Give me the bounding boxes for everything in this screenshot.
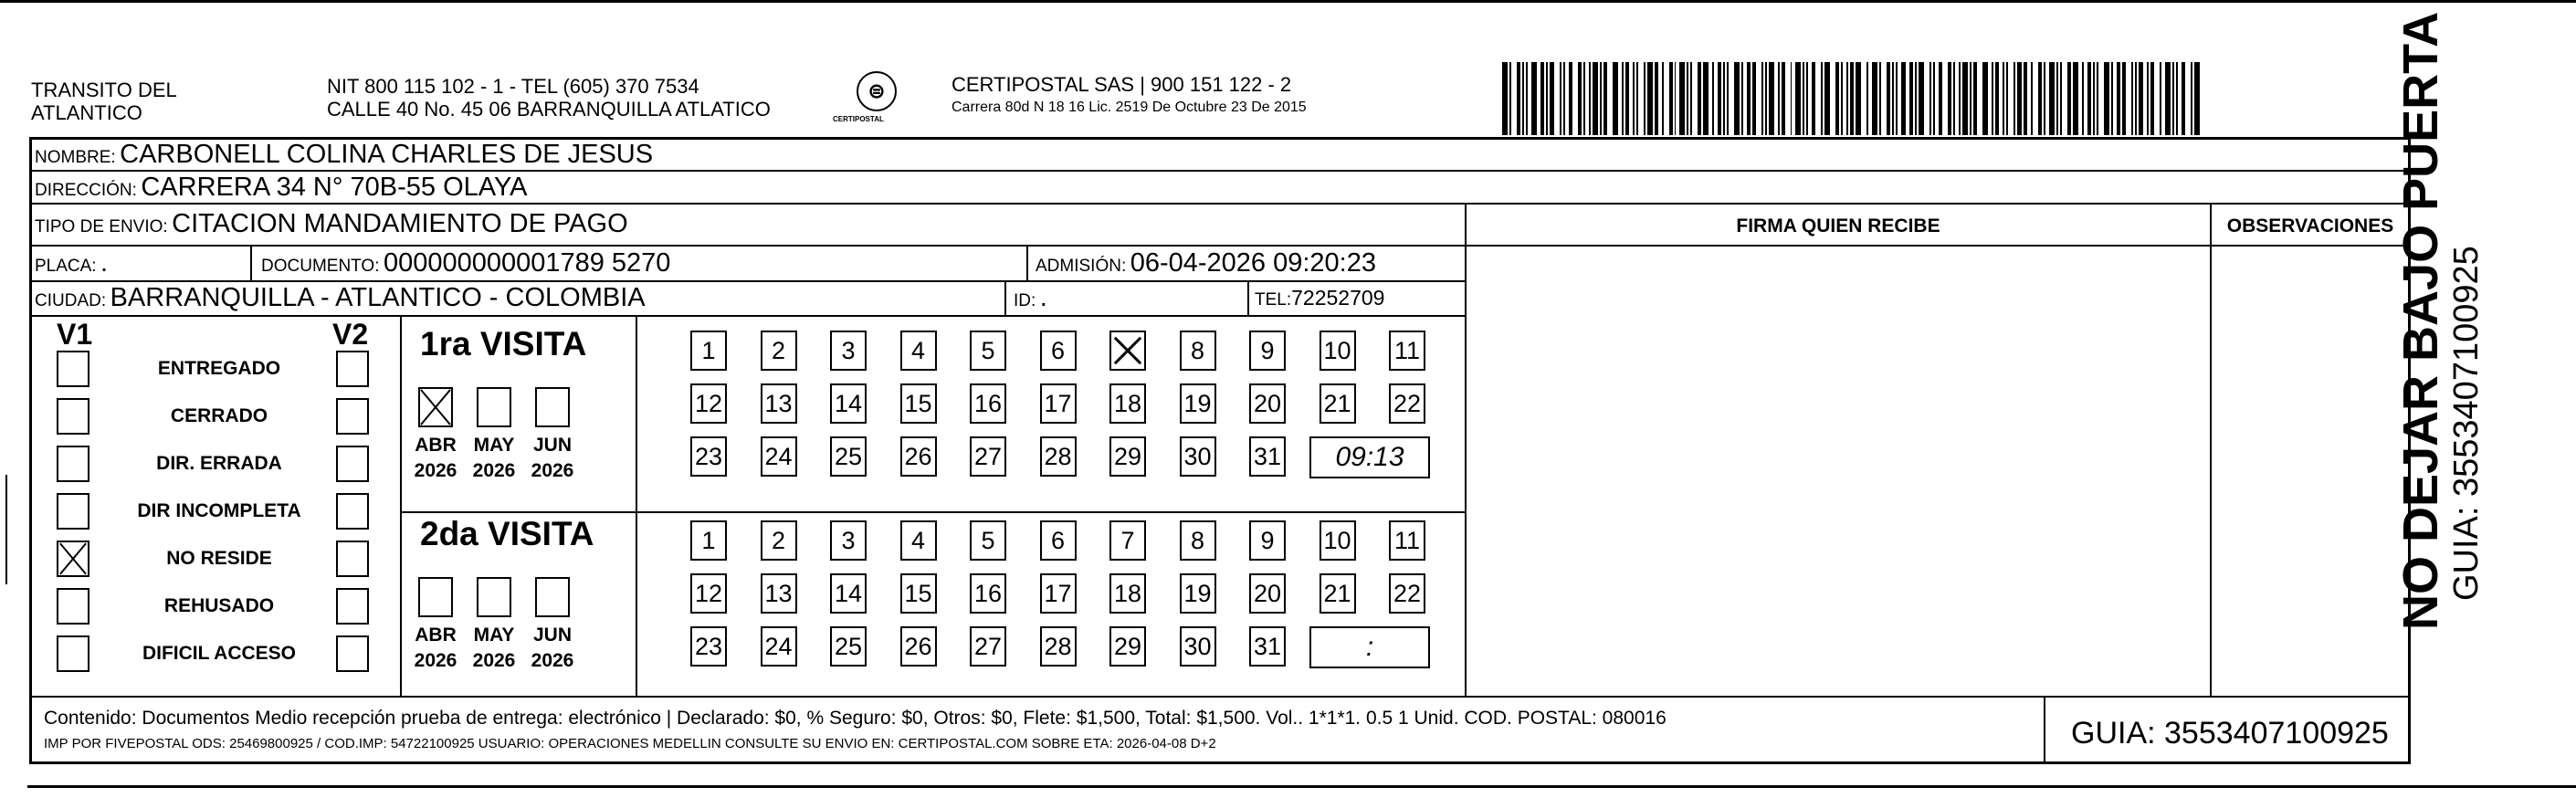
rule bbox=[400, 511, 1467, 513]
documento-field bbox=[261, 247, 670, 283]
sender-entity-line2: ATLANTICO bbox=[31, 101, 142, 124]
day-box[interactable]: 23 bbox=[690, 626, 727, 667]
side-guia: GUIA: 3553407100925 bbox=[2447, 246, 2486, 601]
barcode-bar bbox=[1795, 62, 1801, 135]
barcode-bar bbox=[1803, 62, 1804, 135]
barcode-bar bbox=[2097, 62, 2098, 135]
v1-checkbox[interactable] bbox=[57, 541, 89, 577]
barcode-bar bbox=[1791, 62, 1793, 135]
barcode-bar bbox=[1690, 62, 1692, 135]
tel-value: 72252709 bbox=[1291, 286, 1385, 310]
day-box[interactable]: 20 bbox=[1249, 573, 1286, 614]
day-box[interactable]: 4 bbox=[900, 520, 937, 561]
day-box[interactable]: 31 bbox=[1249, 626, 1286, 667]
barcode-bar bbox=[2135, 62, 2137, 135]
month-year: 2026 bbox=[414, 650, 457, 671]
day-box[interactable]: 17 bbox=[1040, 573, 1077, 614]
side-warning: NO DEJAR BAJO PUERTA bbox=[2393, 11, 2448, 630]
barcode-bar bbox=[2191, 62, 2192, 135]
logo-caption: CERTIPOSTAL bbox=[833, 115, 884, 123]
admision-value: 06-04-2026 09:20:23 bbox=[1130, 248, 1376, 278]
month-name: JUN bbox=[532, 625, 572, 646]
day-box[interactable]: 23 bbox=[690, 436, 727, 477]
month-year: 2026 bbox=[531, 460, 574, 481]
top-rule bbox=[0, 0, 2576, 3]
barcode-bar bbox=[2087, 62, 2091, 135]
nombre-value: CARBONELL COLINA CHARLES DE JESUS bbox=[120, 140, 654, 169]
day-box[interactable]: 8 bbox=[1180, 520, 1216, 561]
rule bbox=[250, 245, 252, 280]
barcode-bar bbox=[1560, 62, 1561, 135]
day-box[interactable]: 21 bbox=[1320, 573, 1356, 614]
day-box[interactable]: 19 bbox=[1180, 383, 1216, 424]
firma-header: FIRMA QUIEN RECIBE bbox=[1736, 215, 1940, 236]
placa-field bbox=[35, 247, 108, 283]
day-box[interactable]: 26 bbox=[900, 436, 937, 477]
footer-guia: GUIA: 3553407100925 bbox=[2071, 716, 2389, 751]
barcode-bar bbox=[1734, 62, 1740, 135]
rule bbox=[1004, 280, 1006, 315]
sender-entity-line1: TRANSITO DEL bbox=[31, 79, 177, 101]
rule bbox=[29, 696, 2411, 698]
day-box[interactable]: 5 bbox=[970, 520, 1006, 561]
month-checkbox[interactable] bbox=[535, 577, 570, 617]
barcode-bar bbox=[1824, 62, 1830, 135]
v1-checkbox[interactable] bbox=[57, 446, 89, 482]
barcode-bar bbox=[2147, 62, 2149, 135]
barcode-bar bbox=[1613, 62, 1618, 135]
barcode-bar bbox=[1589, 62, 1591, 135]
barcode-bar bbox=[1835, 62, 1839, 135]
month-name: ABR bbox=[415, 625, 457, 646]
id-field bbox=[1014, 282, 1047, 318]
day-box[interactable] bbox=[1109, 331, 1146, 371]
barcode-bar bbox=[1509, 62, 1511, 135]
barcode-bar bbox=[2165, 62, 2171, 135]
barcode-bar bbox=[1769, 62, 1774, 135]
barcode-bar bbox=[1703, 62, 1709, 135]
day-box[interactable]: 29 bbox=[1109, 626, 1146, 667]
day-box[interactable]: 9 bbox=[1249, 520, 1286, 561]
id-value: . bbox=[1039, 283, 1047, 312]
barcode-bar bbox=[2117, 62, 2120, 135]
day-box[interactable]: 11 bbox=[1389, 331, 1425, 371]
barcode-bar bbox=[1675, 62, 1677, 135]
barcode-bar bbox=[2044, 62, 2045, 135]
barcode-bar bbox=[1625, 62, 1629, 135]
day-box[interactable]: 25 bbox=[830, 626, 867, 667]
day-box[interactable]: 28 bbox=[1040, 436, 1077, 477]
barcode-bar bbox=[2060, 62, 2062, 135]
v2-checkbox[interactable] bbox=[336, 541, 369, 577]
bottom-rule bbox=[27, 785, 2576, 788]
v2-checkbox[interactable] bbox=[336, 398, 369, 435]
day-box[interactable]: 13 bbox=[761, 383, 797, 424]
left-edge-mark bbox=[5, 475, 7, 584]
v1-checkbox[interactable] bbox=[57, 588, 89, 625]
barcode-bar bbox=[1644, 62, 1645, 135]
month-label bbox=[525, 433, 580, 484]
placa-value: . bbox=[100, 248, 109, 278]
day-box[interactable]: 12 bbox=[690, 573, 727, 614]
barcode-bar bbox=[1569, 62, 1572, 135]
day-box[interactable]: 24 bbox=[761, 626, 797, 667]
v1-checkbox[interactable] bbox=[57, 635, 89, 672]
rule bbox=[2210, 203, 2212, 696]
barcode-bar bbox=[1563, 62, 1565, 135]
v1-checkbox[interactable] bbox=[57, 398, 89, 435]
barcode-bar bbox=[1948, 62, 1951, 135]
v2-checkbox[interactable] bbox=[336, 493, 369, 530]
month-label bbox=[467, 623, 521, 674]
barcode-bar bbox=[1850, 62, 1854, 135]
month-year: 2026 bbox=[414, 460, 457, 481]
status-label: CERRADO bbox=[170, 405, 268, 426]
nombre-label: NOMBRE: bbox=[35, 148, 116, 167]
barcode-bar bbox=[1939, 62, 1942, 135]
day-box[interactable]: 5 bbox=[970, 331, 1006, 371]
day-box[interactable]: 19 bbox=[1180, 573, 1216, 614]
day-box[interactable]: 10 bbox=[1320, 520, 1356, 561]
rule bbox=[2212, 245, 2411, 247]
barcode-bar bbox=[1752, 62, 1756, 135]
v2-checkbox[interactable] bbox=[336, 635, 369, 672]
day-box[interactable]: 7 bbox=[1109, 520, 1146, 561]
visit-time[interactable]: : bbox=[1309, 626, 1430, 668]
barcode-bar bbox=[1526, 62, 1528, 135]
barcode-bar bbox=[1879, 62, 1881, 135]
month-label bbox=[467, 433, 521, 484]
day-box[interactable]: 22 bbox=[1389, 383, 1425, 424]
month-year: 2026 bbox=[531, 650, 574, 671]
barcode-bar bbox=[2131, 62, 2133, 135]
certipostal-logo-icon: ⊜ bbox=[857, 71, 897, 111]
barcode-bar bbox=[1846, 62, 1848, 135]
documento-value: 000000000001789 5270 bbox=[383, 248, 671, 278]
barcode-bar bbox=[1600, 62, 1602, 135]
day-box[interactable]: 13 bbox=[761, 573, 797, 614]
barcode-bar bbox=[1603, 62, 1607, 135]
v1-header: V1 bbox=[57, 318, 93, 351]
barcode-bar bbox=[2056, 62, 2058, 135]
barcode-bar bbox=[1856, 62, 1861, 135]
courier-info bbox=[952, 73, 1307, 118]
status-label: ENTREGADO bbox=[157, 358, 281, 379]
direccion-value: CARRERA 34 N° 70B-55 OLAYA bbox=[141, 173, 528, 202]
barcode-bar bbox=[1593, 62, 1598, 135]
day-box[interactable]: 1 bbox=[690, 331, 727, 371]
barcode-bar bbox=[2013, 62, 2015, 135]
observations-area[interactable] bbox=[2213, 248, 2407, 692]
day-box[interactable]: 20 bbox=[1249, 383, 1286, 424]
barcode-bar bbox=[1761, 62, 1763, 135]
barcode-bar bbox=[1578, 62, 1582, 135]
day-box[interactable]: 6 bbox=[1040, 520, 1077, 561]
day-box[interactable]: 24 bbox=[761, 436, 797, 477]
month-name: ABR bbox=[415, 435, 457, 456]
barcode-bar bbox=[1841, 62, 1843, 135]
admision-label: ADMISIÓN: bbox=[1036, 257, 1127, 276]
tel-label: TEL: bbox=[1255, 290, 1292, 310]
tel-field bbox=[1255, 282, 1384, 317]
day-box[interactable]: 12 bbox=[690, 383, 727, 424]
tipo-label: TIPO DE ENVIO: bbox=[35, 217, 168, 236]
month-label bbox=[525, 623, 580, 674]
rule bbox=[1467, 245, 2212, 247]
barcode-bar bbox=[1550, 62, 1555, 135]
barcode-bar bbox=[1901, 62, 1907, 135]
barcode-bar bbox=[1647, 62, 1653, 135]
barcode-bar bbox=[1502, 62, 1508, 135]
nombre-row bbox=[35, 139, 653, 174]
barcode-bar bbox=[2176, 62, 2178, 135]
barcode-bar bbox=[1546, 62, 1548, 135]
barcode-bar bbox=[1892, 62, 1894, 135]
day-box[interactable]: 28 bbox=[1040, 626, 1077, 667]
day-box[interactable]: 3 bbox=[830, 520, 867, 561]
footer-contents: Contenido: Documentos Medio recepción prueba de entrega: electrónico | Declarado: $0, % Seguro: $0, Otros: $0, Flete: $1,500, Total: $1,500. Vol.. 1*1*1. 0.5 1 Unid. COD. POSTAL: 080016 bbox=[44, 708, 1667, 729]
month-name: MAY bbox=[473, 625, 515, 646]
barcode-bar bbox=[1662, 62, 1664, 135]
barcode-bar bbox=[1718, 62, 1721, 135]
barcode-bar bbox=[1765, 62, 1767, 135]
status-label: DIR INCOMPLETA bbox=[137, 500, 301, 521]
barcode-bar bbox=[2194, 62, 2200, 135]
barcode-bar bbox=[1747, 62, 1751, 135]
barcode-bar bbox=[1896, 62, 1898, 135]
status-label: REHUSADO bbox=[163, 595, 275, 616]
day-box[interactable]: 30 bbox=[1180, 626, 1216, 667]
barcode-bar bbox=[1712, 62, 1714, 135]
barcode-bar bbox=[1953, 62, 1955, 135]
barcode-bar bbox=[2038, 62, 2042, 135]
month-year: 2026 bbox=[472, 650, 516, 671]
barcode-bar bbox=[2049, 62, 2055, 135]
barcode-bar bbox=[2160, 62, 2161, 135]
barcode-bar bbox=[1741, 62, 1743, 135]
barcode-bar bbox=[1687, 62, 1688, 135]
rule bbox=[1026, 245, 1028, 280]
barcode-bar bbox=[1909, 62, 1913, 135]
day-box[interactable]: 11 bbox=[1389, 520, 1425, 561]
month-label bbox=[408, 433, 463, 484]
barcode-bar bbox=[1531, 62, 1537, 135]
day-box[interactable]: 8 bbox=[1180, 331, 1216, 371]
barcode-bar bbox=[1812, 62, 1815, 135]
barcode-bar bbox=[2172, 62, 2174, 135]
status-label: NO RESIDE bbox=[166, 548, 272, 569]
barcode-bar bbox=[1633, 62, 1635, 135]
placa-label: PLACA: bbox=[35, 257, 97, 276]
visit-title: 1ra VISITA bbox=[420, 325, 587, 362]
barcode-bar bbox=[2182, 62, 2185, 135]
barcode-bar bbox=[2067, 62, 2071, 135]
courier-line: CERTIPOSTAL SAS | 900 151 122 - 2 bbox=[952, 73, 1292, 96]
v2-checkbox[interactable] bbox=[336, 351, 369, 387]
day-box[interactable]: 30 bbox=[1180, 436, 1216, 477]
documento-label: DOCUMENTO: bbox=[261, 257, 380, 276]
barcode-bar bbox=[2139, 62, 2144, 135]
barcode-bar bbox=[1995, 62, 1999, 135]
day-box[interactable]: 6 bbox=[1040, 331, 1077, 371]
barcode-bar bbox=[2024, 62, 2027, 135]
day-box[interactable]: 15 bbox=[900, 573, 937, 614]
day-box[interactable]: 14 bbox=[830, 573, 867, 614]
barcode-bar bbox=[1806, 62, 1808, 135]
barcode-bar bbox=[2006, 62, 2008, 135]
barcode-bar bbox=[1866, 62, 1868, 135]
day-box[interactable]: 18 bbox=[1109, 383, 1146, 424]
month-checkbox[interactable] bbox=[418, 387, 453, 427]
barcode-bar bbox=[1669, 62, 1673, 135]
day-box[interactable]: 2 bbox=[761, 331, 797, 371]
signature-area[interactable] bbox=[1470, 248, 2208, 692]
barcode-bar bbox=[1723, 62, 1725, 135]
barcode-bar bbox=[1973, 62, 1977, 135]
footer-print-info: IMP POR FIVEPOSTAL ODS: 25469800925 / COD.IMP: 54722100925 USUARIO: OPERACIONES MEDELLIN CONSULTE SU ENVIO EN: CERTIPOSTAL.COM SOBRE ETA: 2026-04-08 D+2 bbox=[44, 736, 1216, 751]
barcode-bar bbox=[1970, 62, 1971, 135]
barcode-bar bbox=[1992, 62, 1993, 135]
v2-checkbox[interactable] bbox=[336, 446, 369, 482]
day-box[interactable]: 10 bbox=[1320, 331, 1356, 371]
barcode-bar bbox=[1778, 62, 1780, 135]
barcode-bar bbox=[1517, 62, 1520, 135]
tipo-value: CITACION MANDAMIENTO DE PAGO bbox=[172, 209, 628, 238]
sender-address: CALLE 40 No. 45 06 BARRANQUILLA ATLATICO bbox=[327, 98, 771, 121]
v1-checkbox[interactable] bbox=[57, 351, 89, 387]
barcode-bar bbox=[2104, 62, 2109, 135]
rule bbox=[400, 315, 402, 696]
barcode-bar bbox=[1962, 62, 1968, 135]
barcode-bar bbox=[1982, 62, 1988, 135]
month-label bbox=[408, 623, 463, 674]
rule bbox=[2044, 696, 2045, 764]
sender-entity bbox=[31, 79, 177, 124]
barcode-bar bbox=[2111, 62, 2113, 135]
rule bbox=[1247, 280, 1249, 315]
barcode-bar bbox=[2150, 62, 2154, 135]
visit-time[interactable]: 09:13 bbox=[1309, 436, 1430, 478]
barcode-bar bbox=[1522, 62, 1524, 135]
barcode-bar bbox=[1622, 62, 1624, 135]
barcode-bar bbox=[1540, 62, 1544, 135]
barcode-bar bbox=[1915, 62, 1917, 135]
barcode-bar bbox=[1782, 62, 1785, 135]
barcode-bar bbox=[1872, 62, 1877, 135]
tipo-row bbox=[35, 208, 628, 244]
barcode-bar bbox=[1919, 62, 1924, 135]
id-label: ID: bbox=[1014, 291, 1036, 310]
day-box[interactable]: 2 bbox=[761, 520, 797, 561]
v2-header: V2 bbox=[332, 318, 369, 351]
rule bbox=[636, 315, 637, 696]
day-box[interactable]: 27 bbox=[970, 626, 1006, 667]
direccion-row bbox=[35, 172, 528, 207]
barcode-bar bbox=[1727, 62, 1729, 135]
day-box[interactable]: 9 bbox=[1249, 331, 1286, 371]
barcode-bar bbox=[1929, 62, 1931, 135]
month-checkbox[interactable] bbox=[477, 387, 511, 427]
month-year: 2026 bbox=[472, 460, 516, 481]
barcode-bar bbox=[1636, 62, 1638, 135]
day-box[interactable]: 16 bbox=[970, 383, 1006, 424]
month-checkbox[interactable] bbox=[418, 577, 453, 617]
v2-checkbox[interactable] bbox=[336, 588, 369, 625]
day-box[interactable]: 15 bbox=[900, 383, 937, 424]
barcode-bar bbox=[2017, 62, 2023, 135]
barcode bbox=[1502, 62, 2205, 135]
barcode-bar bbox=[1679, 62, 1685, 135]
day-box[interactable]: 29 bbox=[1109, 436, 1146, 477]
barcode-bar bbox=[2003, 62, 2004, 135]
ciudad-field bbox=[35, 282, 646, 318]
day-box[interactable]: 3 bbox=[830, 331, 867, 371]
barcode-bar bbox=[2073, 62, 2078, 135]
month-name: MAY bbox=[473, 435, 515, 456]
month-checkbox[interactable] bbox=[535, 387, 570, 427]
barcode-bar bbox=[1698, 62, 1701, 135]
day-box[interactable]: 18 bbox=[1109, 573, 1146, 614]
day-box[interactable]: 16 bbox=[970, 573, 1006, 614]
month-checkbox[interactable] bbox=[477, 577, 511, 617]
visit-title: 2da VISITA bbox=[420, 515, 594, 552]
admision-field bbox=[1036, 247, 1376, 283]
courier-license: Carrera 80d N 18 16 Lic. 2519 De Octubre 23 De 2015 bbox=[952, 100, 1307, 115]
barcode-bar bbox=[1655, 62, 1658, 135]
day-box[interactable]: 26 bbox=[900, 626, 937, 667]
sender-info bbox=[327, 75, 771, 121]
status-label: DIFICIL ACCESO bbox=[142, 643, 296, 664]
day-box[interactable]: 21 bbox=[1320, 383, 1356, 424]
barcode-bar bbox=[2031, 62, 2033, 135]
sender-nit: NIT 800 115 102 - 1 - TEL (605) 370 7534 bbox=[327, 75, 699, 98]
ciudad-label: CIUDAD: bbox=[35, 291, 107, 310]
barcode-bar bbox=[2093, 62, 2095, 135]
month-name: JUN bbox=[532, 435, 572, 456]
rule bbox=[1465, 203, 1467, 696]
barcode-bar bbox=[1821, 62, 1823, 135]
barcode-bar bbox=[1583, 62, 1585, 135]
day-box[interactable]: 22 bbox=[1389, 573, 1425, 614]
ciudad-value: BARRANQUILLA - ATLANTICO - COLOMBIA bbox=[110, 283, 646, 312]
day-box[interactable]: 27 bbox=[970, 436, 1006, 477]
day-box[interactable]: 31 bbox=[1249, 436, 1286, 477]
day-box[interactable]: 14 bbox=[830, 383, 867, 424]
day-box[interactable]: 4 bbox=[900, 331, 937, 371]
status-label: DIR. ERRADA bbox=[156, 453, 282, 474]
day-box[interactable]: 25 bbox=[830, 436, 867, 477]
barcode-bar bbox=[1933, 62, 1935, 135]
barcode-bar bbox=[2122, 62, 2126, 135]
day-box[interactable]: 1 bbox=[690, 520, 727, 561]
barcode-bar bbox=[1959, 62, 1961, 135]
day-box[interactable]: 17 bbox=[1040, 383, 1077, 424]
direccion-label: DIRECCIÓN: bbox=[35, 181, 137, 200]
barcode-bar bbox=[2082, 62, 2084, 135]
barcode-bar bbox=[1887, 62, 1890, 135]
observaciones-header: OBSERVACIONES bbox=[2226, 215, 2394, 236]
v1-checkbox[interactable] bbox=[57, 493, 89, 530]
